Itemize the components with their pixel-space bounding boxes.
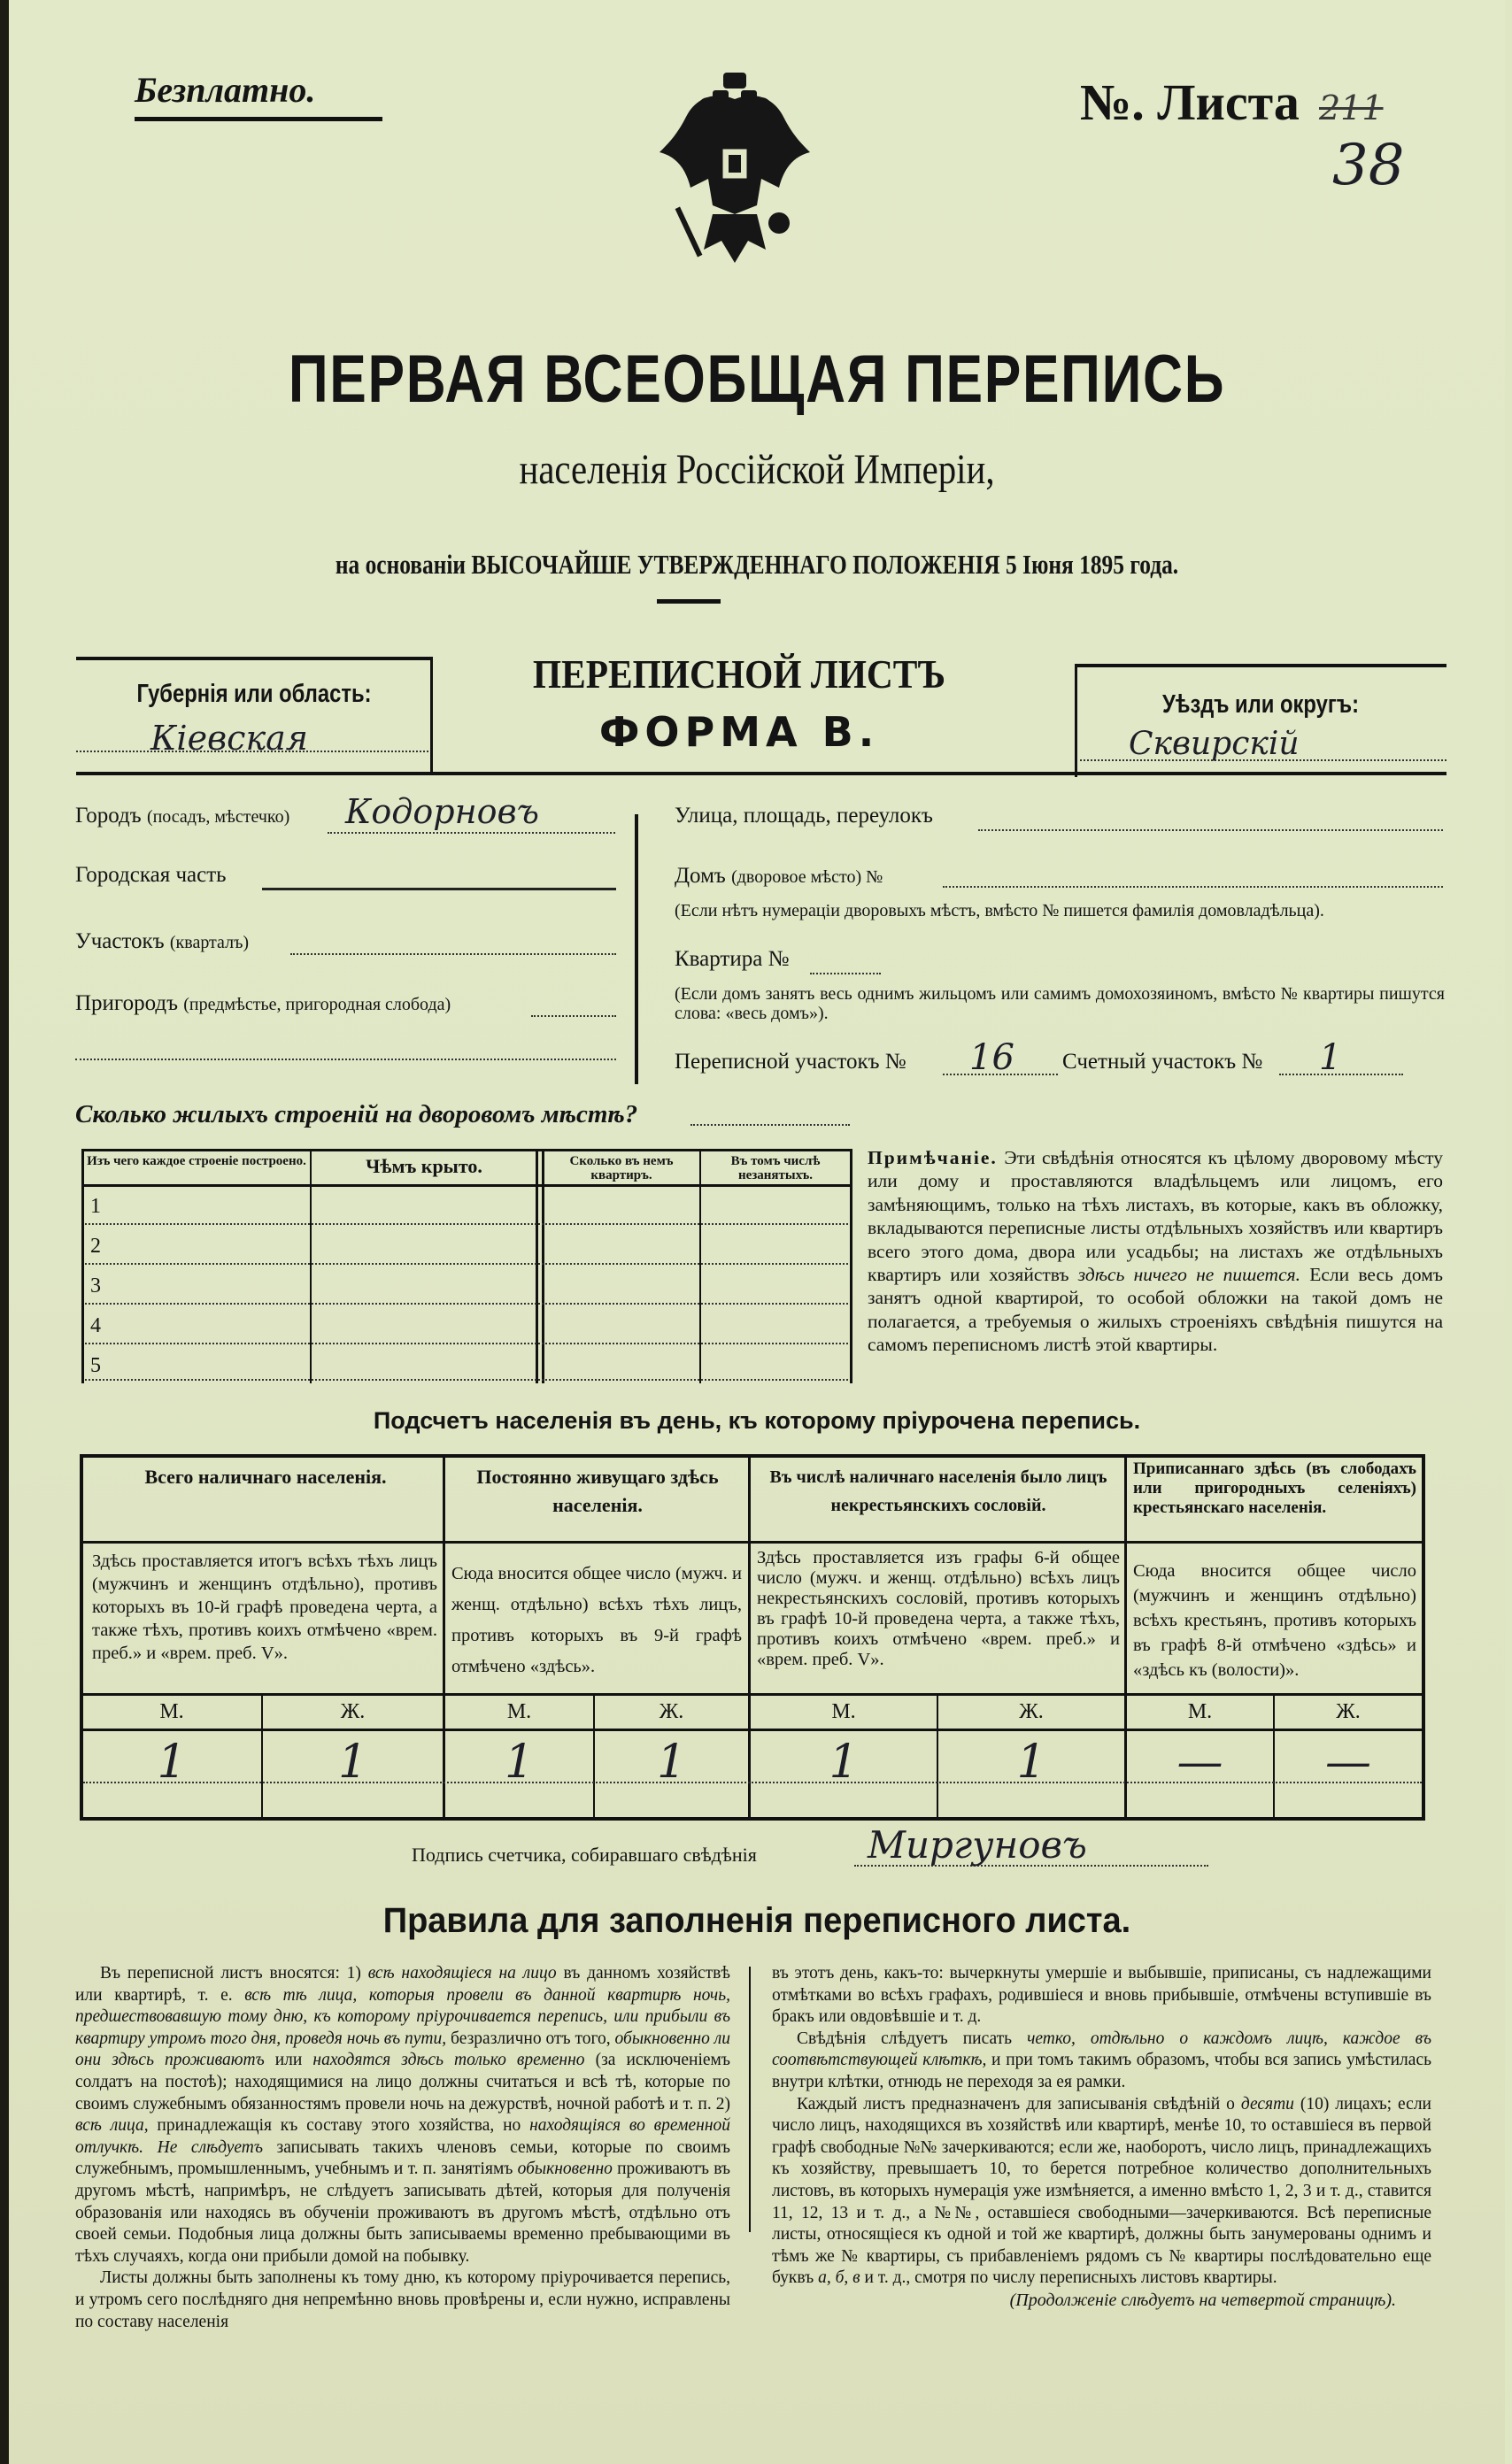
- pop-col-resident-male-value[interactable]: 1: [504, 1736, 535, 1789]
- buildings-col-apartments: Сколько въ немъ квартиръ.: [569, 1154, 674, 1182]
- buildings-table: [81, 1149, 852, 1383]
- rules-text: и т. д., смотря по числу переписныхъ листовъ квартиры.: [860, 2268, 1277, 2288]
- pop-col-resident-female-value[interactable]: 1: [656, 1736, 687, 1789]
- section-label-text: Участокъ: [75, 929, 165, 953]
- pop-col-resident-male-label: М.: [506, 1700, 532, 1723]
- pop-col-total-description: Здѣсь проставляется итогъ всѣхъ тѣхъ лицъ (мужчинъ и женщинъ отдѣльно), противъ которыхъ въ 10-й графѣ проведена черта, а также тѣхъ, противъ коихъ отмѣчено «врем. преб.» и «врем. преб. V».: [92, 1552, 437, 1663]
- street-label: Улица, площадь, переулокъ: [675, 804, 933, 828]
- page-subtitle: населенія Россійской Имперіи,: [519, 446, 995, 493]
- pop-col-total-heading: Всего наличнаго населенія.: [144, 1466, 387, 1488]
- rules-title: Правила для заполненія переписного листа.: [382, 1901, 1131, 1940]
- city-label-text: Городъ: [75, 804, 142, 828]
- pop-col-nonpeasant-description: Здѣсь проставляется изъ графы 6-й общее число (мужч. и женщ. отдѣльно) всѣхъ лицъ некрестьянскихъ сословій, противъ которыхъ въ графѣ 10-й проведена черта, а также тѣхъ, противъ коихъ отмѣчено «врем. преб.» и «врем. преб. V».: [757, 1548, 1120, 1669]
- house-hint: (дворовое мѣсто) №: [731, 867, 883, 887]
- signature-label: Подпись счетчика, собиравшаго свѣдѣнія: [412, 1844, 757, 1866]
- row-line: [85, 1223, 848, 1225]
- apartment-note: (Если домъ занятъ весь однимъ жильцомъ или самимъ домохозяиномъ, вмѣсто № квартиры пишутся слова: «весь домъ»).: [675, 984, 1445, 1023]
- rules-text-italic: обыкновенно ли они здѣсь проживаютъ: [75, 2029, 730, 2070]
- pop-col-peasant-heading: Приписаннаго здѣсь (въ слободахъ или пригородныхъ селеніяхъ) крестьянскаго населенія.: [1133, 1459, 1416, 1517]
- rules-right-paragraph-1: въ этотъ день, какъ-то: вычеркнуты умершіе и выбывшіе, приписаны, съ надлежащими отмѣтками во всѣхъ графахъ, родившіеся и вновь прибывшіе, отмѣчены вступившіе въ бракъ или овдовѣвшіе и т. д.: [772, 1964, 1431, 2027]
- pop-col-total-female-label: Ж.: [340, 1700, 366, 1723]
- rules-text-italic: всѣ находящіеся на лицо: [367, 1964, 557, 1983]
- divider: [76, 657, 432, 660]
- census-section-value: 16: [969, 1037, 1014, 1078]
- counting-section-label: Счетный участокъ №: [1062, 1050, 1263, 1074]
- row-line: [85, 1303, 848, 1305]
- law-reference: на основаніи ВЫСОЧАЙШЕ УТВЕРЖДЕННАГО ПОЛОЖЕНІЯ 5 Іюня 1895 года.: [335, 549, 1179, 580]
- remark-lead: Примѣчаніе.: [868, 1147, 998, 1168]
- rules-text: Свѣдѣнія слѣдуетъ писать: [797, 2029, 1028, 2048]
- divider: [1075, 664, 1077, 777]
- pop-col-resident-heading: Постоянно живущаго здѣсь населенія.: [476, 1466, 719, 1516]
- rules-right-paragraph-3: [772, 2094, 1431, 2290]
- city-field[interactable]: [328, 832, 615, 834]
- rules-text-italic: всѣ тѣ лица, которыя провели въ данной квартирѣ ночь, предшествовавшую тому дню, къ которому пріурочивается перепись, или прибыли въ квартиру утромъ того дня, проведя ночь въ пути,: [75, 1985, 730, 2048]
- street-field[interactable]: [978, 829, 1443, 831]
- population-table: [80, 1454, 1425, 1821]
- rules-text-italic: находящіяся во временной отлучкѣ. Не слѣдуетъ: [75, 2116, 730, 2157]
- free-label: Безплатно.: [135, 70, 316, 110]
- buildings-row-5: 5: [90, 1354, 101, 1377]
- rules-text-italic: всѣ лица: [75, 2116, 144, 2136]
- population-count-title: Подсчетъ населенія въ день, къ которому пріурочена перепись.: [373, 1407, 1141, 1434]
- row-line: [85, 1263, 848, 1265]
- remark-note: [868, 1146, 1443, 1357]
- house-label: [675, 864, 883, 889]
- suburb-label: [75, 991, 451, 1016]
- scan-edge: [0, 0, 9, 2464]
- remark-text-2: Если весь домъ занятъ одной квартирой, то особой обложки на такой домъ не полагается, а требуемыя о жилыхъ строеніяхъ свѣдѣнія пишутся на самомъ переписномъ листѣ этой квартиры.: [868, 1264, 1444, 1356]
- rules-text: или: [264, 2051, 313, 2070]
- suburb-field[interactable]: [531, 1015, 616, 1017]
- suburb-field-line-2[interactable]: [75, 1059, 616, 1060]
- double-headed-eagle-icon: [660, 73, 810, 276]
- pop-col-total-female-value[interactable]: 1: [337, 1736, 368, 1789]
- title-divider: [657, 599, 721, 604]
- divider: [76, 772, 1446, 775]
- rules-text: Въ переписной листъ вносятся: 1): [100, 1964, 368, 1983]
- counting-section-value: 1: [1319, 1037, 1342, 1078]
- city-part-field[interactable]: [262, 888, 616, 890]
- pop-col-peasant-female-label: Ж.: [1336, 1700, 1361, 1723]
- section-label: [75, 929, 249, 954]
- pop-col-peasant-female-value[interactable]: —: [1325, 1736, 1371, 1789]
- pop-col-nonpeasant-female-value[interactable]: 1: [1016, 1736, 1046, 1789]
- form-title: ПЕРЕПИСНОЙ ЛИСТЪ: [532, 651, 946, 697]
- buildings-col-vacant: Въ томъ числѣ незанятыхъ.: [730, 1154, 821, 1182]
- buildings-col-material: Изъ чего каждое строеніе построено.: [87, 1154, 306, 1168]
- rules-text: въ данномъ хозяйствѣ или квартирѣ, т. е.: [75, 1964, 730, 2005]
- buildings-col-roof: Чѣмъ крыто.: [366, 1155, 482, 1177]
- census-section-label: Переписной участокъ №: [675, 1050, 906, 1074]
- pop-col-nonpeasant-heading: Въ числѣ наличнаго населенія было лицъ некрестьянскихъ сословій.: [769, 1467, 1107, 1515]
- pop-col-resident-female-label: Ж.: [659, 1700, 684, 1723]
- rules-text: безразлично отъ того,: [446, 2029, 615, 2048]
- city-part-label: Городская часть: [75, 863, 227, 887]
- buildings-row-1: 1: [90, 1195, 101, 1218]
- house-label-text: Домъ: [675, 864, 726, 888]
- buildings-question: Сколько жилыхъ строеній на дворовомъ мѣстѣ?: [75, 1100, 638, 1128]
- rules-text-italic: четко, отдѣльно о каждомъ лицѣ, каждое въ соотвѣтствующей клѣткѣ,: [772, 2029, 1431, 2070]
- pop-col-nonpeasant-female-label: Ж.: [1019, 1700, 1044, 1723]
- apartment-field[interactable]: [810, 973, 881, 974]
- rules-text: (за исключеніемъ солдатъ на постоѣ); находящимися на лицо должны считаться и всѣ тѣ, которые по своимъ служебнымъ обязанностямъ провели ночь на дежурствѣ, ночной работѣ и т. п. 2): [75, 2051, 730, 2114]
- sheet-number-label: №. Листа: [1080, 73, 1300, 131]
- district-label: Уѣздъ или округъ:: [1161, 690, 1360, 719]
- suburb-hint: (предмѣстье, пригородная слобода): [183, 995, 451, 1014]
- rules-text: записывать такихъ членовъ семьи, которые по своимъ служебнымъ, промышленнымъ, учебнымъ и т. п. занятіямъ: [75, 2137, 730, 2179]
- rules-text: Каждый листъ предназначенъ для записыванія свѣдѣній о: [797, 2094, 1241, 2114]
- row-line: [85, 1343, 848, 1344]
- census-form-page: [9, 0, 1505, 2464]
- district-value: Сквирскій: [1129, 726, 1300, 762]
- rules-text-italic: обыкновенно: [517, 2160, 613, 2179]
- row-line: [85, 1379, 848, 1381]
- pop-col-resident-description: Сюда вносится общее число (мужч. и женщ. отдѣльно) всѣхъ тѣхъ лицъ, противъ которыхъ въ 9-й графѣ отмѣчено «здѣсь».: [451, 1564, 742, 1676]
- sheet-number-crossed-out: 211: [1319, 89, 1384, 127]
- buildings-answer-field[interactable]: [690, 1124, 850, 1126]
- divider: [430, 657, 433, 774]
- rules-left-paragraph-2: Листы должны быть заполнены къ тому дню, къ которому пріурочивается перепись, и утромъ сего послѣдняго дня непремѣнно вновь провѣрены и, если нужно, исправлены по составу населенія: [75, 2268, 730, 2331]
- divider: [1075, 664, 1446, 667]
- form-name: ФОРМА В.: [598, 708, 880, 756]
- divider: [635, 814, 638, 1084]
- column-divider: [749, 1967, 751, 2232]
- signature-value: Миргуновъ: [868, 1823, 1087, 1867]
- rules-text-italic: находятся здѣсь только временно: [312, 2051, 585, 2070]
- pop-col-peasant-male-value[interactable]: —: [1176, 1736, 1223, 1789]
- province-value: Кіевская: [150, 719, 308, 758]
- buildings-row-4: 4: [90, 1314, 101, 1337]
- continued-note: (Продолженіе слѣдуетъ на четвертой страницѣ).: [1009, 2290, 1396, 2310]
- city-label: [75, 804, 289, 828]
- rules-text-italic: десяти: [1240, 2094, 1294, 2114]
- pop-col-peasant-male-label: М.: [1187, 1700, 1213, 1723]
- suburb-label-text: Пригородъ: [75, 991, 178, 1015]
- pop-col-nonpeasant-male-value[interactable]: 1: [829, 1736, 859, 1789]
- apartment-label: Квартира №: [675, 947, 790, 971]
- remark-text-1: Эти свѣдѣнія относятся къ цѣлому дворовому мѣсту или дому и проставляются владѣльцемъ или лицомъ, его замѣняющимъ, только на тѣхъ листахъ, въ которые, какъ въ обложку, вкладываются переписные листы отдѣльныхъ хозяйствъ или квартиръ всего этого дома, двора или усадьбы; на листахъ же отдѣльныхъ квартиръ или хозяйствъ: [868, 1147, 1443, 1286]
- free-label-underline: [135, 117, 382, 121]
- city-value: Кодорновъ: [345, 792, 539, 831]
- rules-text: , принадлежащія къ составу этого хозяйства, но: [143, 2116, 530, 2136]
- province-label: Губернія или область:: [136, 680, 372, 708]
- house-note: (Если нѣтъ нумераціи дворовыхъ мѣстъ, вмѣсто № пишется фамилія домовладѣльца).: [675, 901, 1324, 920]
- rules-right-paragraph-2: [772, 2029, 1431, 2094]
- rules-left-column: [75, 1963, 730, 2333]
- pop-col-nonpeasant-male-label: М.: [831, 1700, 856, 1723]
- rules-text: и при томъ такимъ образомъ, чтобы вся запись умѣстилась внутри клѣтки, отнюдь не переходя за ея рамки.: [772, 2051, 1431, 2091]
- house-field[interactable]: [943, 886, 1443, 888]
- rules-text: проживаютъ въ другомъ мѣстѣ, напримѣръ, не слѣдуетъ записывать дѣтей, которыя для полученія образованія или находясь въ обученіи проживаютъ въ другомъ мѣстѣ, отдѣльно отъ своей семьи. Подобныя лица должны быть записываемы временно пребывающими въ тѣхъ случаяхъ, когда они прибыли домой на побывку.: [75, 2160, 730, 2266]
- sheet-number-handwritten: 38: [1332, 133, 1405, 198]
- pop-col-peasant-description: Сюда вносится общее число (мужчинъ и женщинъ отдѣльно) всѣхъ крестьянъ, противъ которыхъ въ графѣ 8-й отмѣчено «здѣсь» и «здѣсь къ (волости)».: [1133, 1561, 1416, 1680]
- rules-right-column: [772, 1963, 1431, 2312]
- pop-col-total-male-value[interactable]: 1: [157, 1736, 187, 1789]
- pop-col-total-male-label: М.: [159, 1700, 184, 1723]
- city-hint: (посадъ, мѣстечко): [146, 807, 290, 827]
- page-title: ПЕРВАЯ ВСЕОБЩАЯ ПЕРЕПИСЬ: [288, 342, 1226, 417]
- remark-text-italic: здѣсь ничего не пишется.: [1077, 1264, 1300, 1286]
- rules-text: (10) лицахъ; если число лицъ, находящихся въ хозяйствѣ или квартирѣ, менѣе 10, то оставшіеся въ первой графѣ свободные №№ зачеркиваются; если же, наоборотъ, число лицъ, принадлежащихъ къ хозяйству, превышаетъ 10, то берется потребное количество дополнительныхъ листовъ, въ которыхъ нумерація уже измѣняется, а именно вмѣсто 1, 2, 3 и т. д., ставится 11, 12, 13 и т. д., а №№, оставшіеся свободными—зачеркиваются. Всѣ переписные листы, относящіеся къ одной и той же квартирѣ, должны быть занумерованы однимъ и тѣмъ же № квартиры, съ прибавленіемъ рядомъ съ № квартиры послѣдовательно еще буквъ: [772, 2094, 1431, 2288]
- section-hint: (кварталъ): [169, 933, 250, 952]
- buildings-row-3: 3: [90, 1274, 101, 1297]
- buildings-row-2: 2: [90, 1235, 101, 1258]
- rules-text-italic: а, б, в: [818, 2268, 860, 2288]
- section-field[interactable]: [290, 953, 616, 955]
- rules-left-paragraph-1: [75, 1963, 730, 2268]
